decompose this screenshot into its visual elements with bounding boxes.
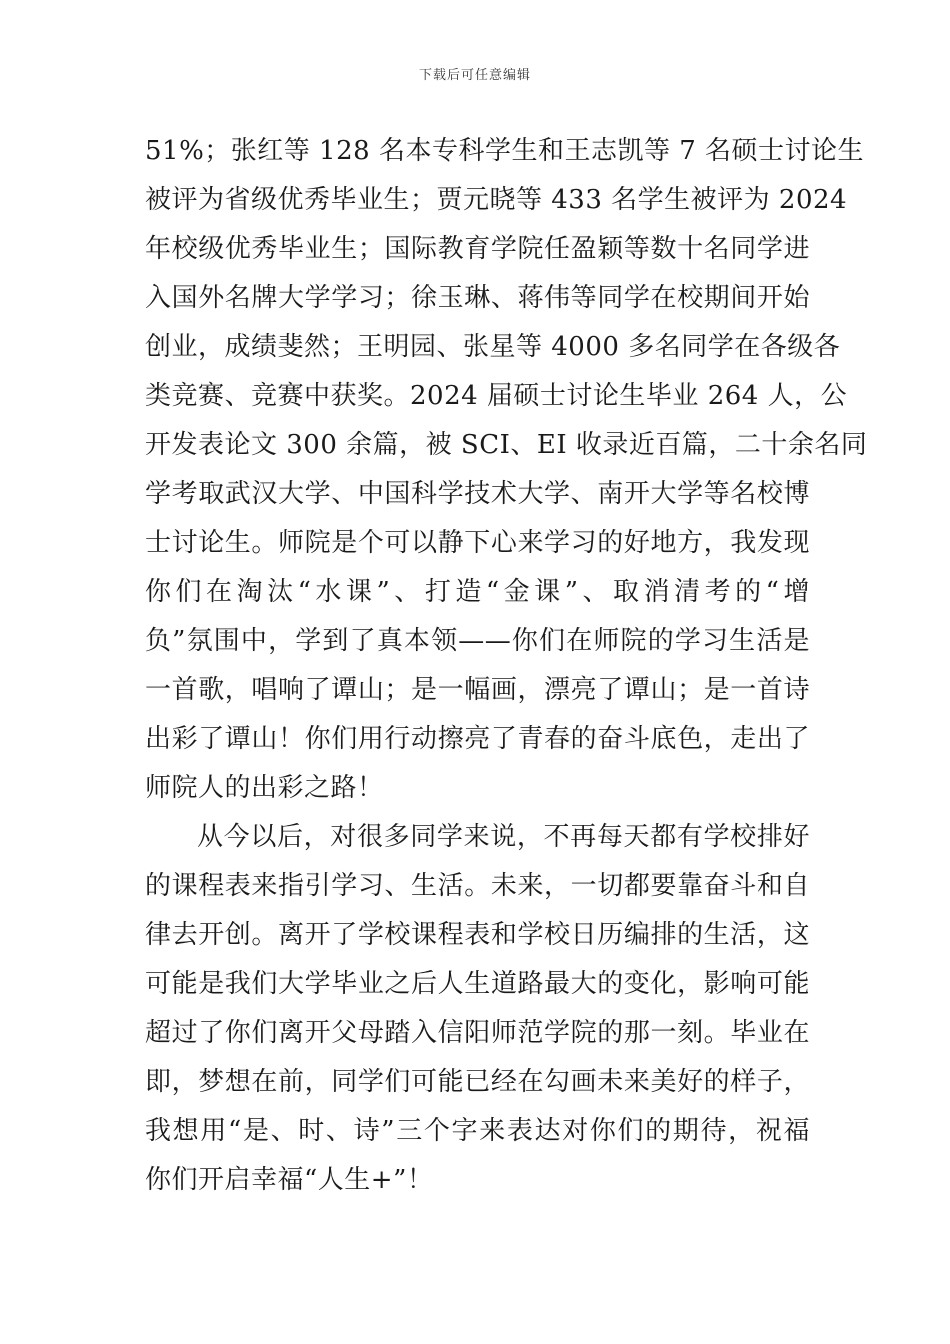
paragraph [145, 127, 868, 813]
text-line: 年校级优秀毕业生；国际教育学院任盈颖等数十名同学进 [145, 234, 810, 264]
text-line: 你们开启幸福“人生+”！ [145, 1165, 434, 1195]
text-line: 从今以后，对很多同学来说，不再每天都有学校排好 [197, 822, 810, 852]
text-line: 51%；张红等 128 名本专科学生和王志凯等 7 名硕士讨论生 [145, 136, 865, 166]
text-line: 可能是我们大学毕业之后人生道路最大的变化，影响可能 [145, 969, 810, 999]
text-line: 类竞赛、竞赛中获奖。2024 届硕士讨论生毕业 264 人，公 [145, 381, 848, 411]
text-line: 入国外名牌大学学习；徐玉琳、蒋伟等同学在校期间开始 [145, 283, 810, 313]
text-line: 超过了你们离开父母踏入信阳师范学院的那一刻。毕业在 [145, 1018, 810, 1048]
text-line: 的课程表来指引学习、生活。未来，一切都要靠奋斗和自 [145, 871, 810, 901]
text-line: 出彩了谭山！你们用行动擦亮了青春的奋斗底色，走出了 [145, 724, 810, 754]
text-line: 师院人的出彩之路！ [145, 773, 384, 803]
page-header: 下载后可任意编辑 [418, 68, 531, 83]
text-line: 被评为省级优秀毕业生；贾元晓等 433 名学生被评为 2024 [145, 185, 848, 215]
text-line: 一首歌，唱响了谭山；是一幅画，漂亮了谭山；是一首诗 [145, 675, 810, 705]
text-line: 开发表论文 300 余篇，被 SCI、EI 收录近百篇，二十余名同 [145, 430, 868, 460]
paragraph [145, 813, 810, 1205]
text-line: 士讨论生。师院是个可以静下心来学习的好地方，我发现 [145, 528, 810, 558]
text-line: 创业，成绩斐然；王明园、张星等 4000 多名同学在各级各 [145, 332, 841, 362]
text-line: 律去开创。离开了学校课程表和学校日历编排的生活，这 [145, 920, 810, 950]
text-line: 你们在淘汰“水课”、打造“金课”、取消清考的“增 [145, 577, 810, 607]
text-line: 即，梦想在前，同学们可能已经在勾画未来美好的样子， [145, 1067, 810, 1097]
document-body [145, 127, 868, 1205]
text-line: 负”氛围中，学到了真本领——你们在师院的学习生活是 [145, 626, 810, 656]
text-line: 学考取武汉大学、中国科学技术大学、南开大学等名校博 [145, 479, 810, 509]
text-line: 我想用“是、时、诗”三个字来表达对你们的期待，祝福 [145, 1116, 810, 1146]
